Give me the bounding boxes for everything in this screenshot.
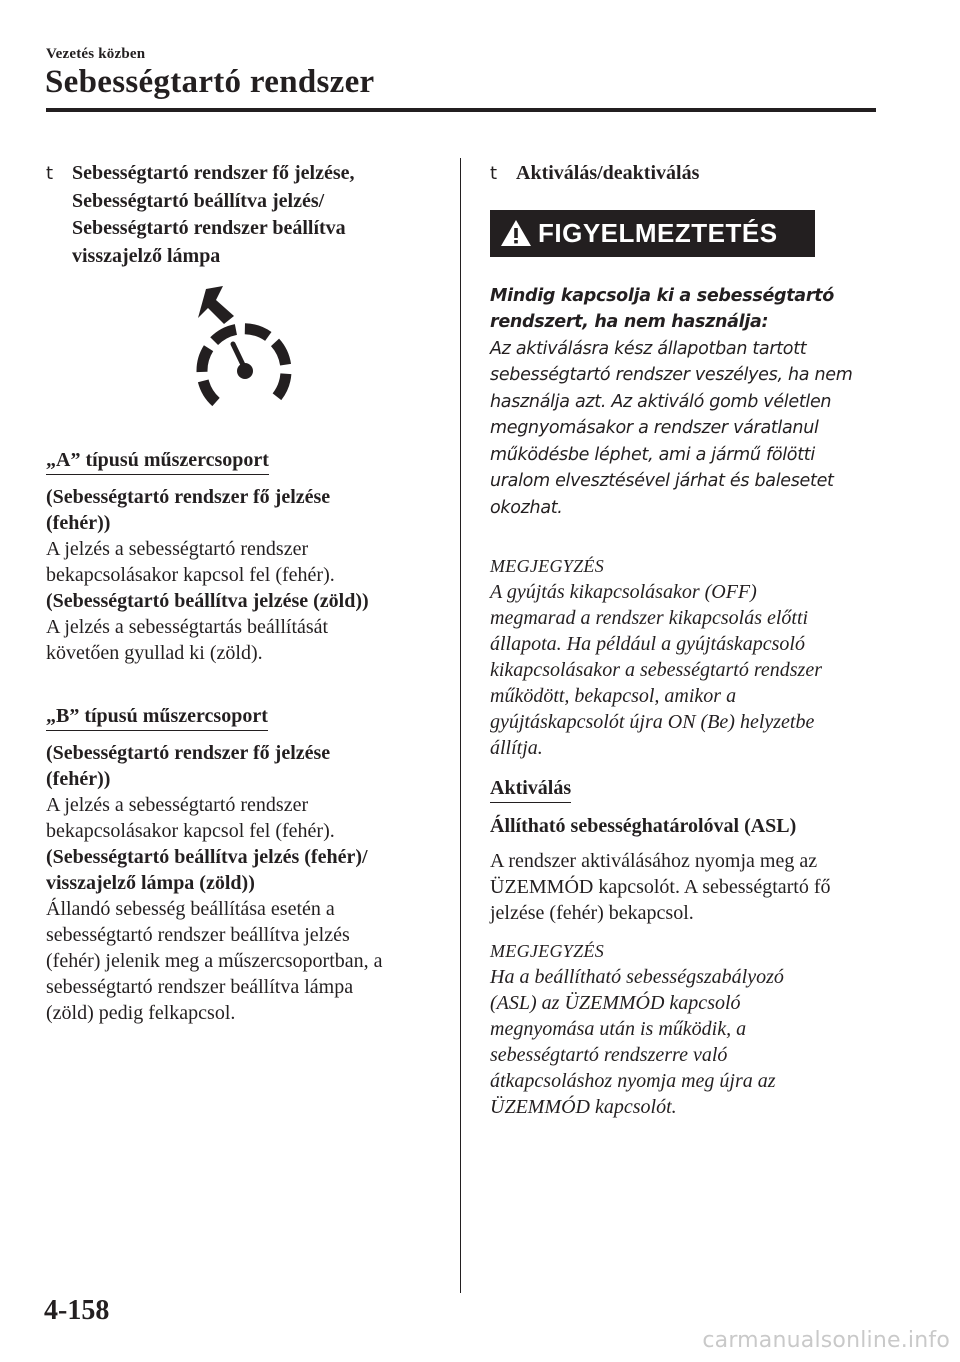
indicator-section-heading — [46, 160, 436, 270]
cluster-a-set-text — [46, 614, 436, 666]
page-number: 4-158 — [44, 1295, 110, 1326]
warning-triangle-icon — [500, 219, 532, 247]
text-line: állapota. Ha például a gyújtáskapcsoló — [490, 633, 805, 655]
text-line: A gyújtás kikapcsolásakor (OFF) — [490, 581, 757, 603]
text-line: visszajelző lámpa (zöld)) — [46, 872, 255, 894]
heading-line: Sebességtartó rendszer fő jelzése, — [72, 162, 355, 184]
text-line: (ASL) az ÜZEMMÓD kapcsoló — [490, 992, 741, 1014]
cluster-a-title: „A” típusú műszercsoport — [46, 447, 269, 475]
page-title: Sebességtartó rendszer — [45, 64, 375, 100]
text-line: (fehér) jelenik meg a műszercsoportban, a — [46, 950, 383, 972]
text-line: átkapcsoláshoz nyomja meg újra az — [490, 1070, 776, 1092]
note-1 — [490, 553, 890, 761]
text-line: sebességtartó rendszer beállítva jelzés — [46, 924, 350, 946]
text-line: (Sebességtartó beállítva jelzés (fehér)/ — [46, 846, 368, 868]
text-line: ÜZEMMÓD kapcsolót. A sebességtartó fő — [490, 876, 831, 898]
text-line: jelzése (fehér) bekapcsol. — [490, 902, 694, 924]
text-line: (Sebességtartó rendszer fő jelzése — [46, 486, 331, 508]
note-title: MEGJEGYZÉS — [490, 941, 604, 961]
text-line: sebességtartó rendszerre való — [490, 1044, 728, 1066]
section-label: Vezetés közben — [46, 46, 146, 62]
note-title: MEGJEGYZÉS — [490, 556, 604, 576]
right-column — [490, 160, 890, 1120]
text-line: rendszert, ha nem használja: — [490, 312, 769, 332]
icon-area — [46, 286, 436, 431]
note-2 — [490, 938, 890, 1120]
text-line: ÜZEMMÓD kapcsolót. — [490, 1096, 677, 1118]
text-line: A rendszer aktiválásához nyomja meg az — [490, 850, 818, 872]
text-line: A jelzés a sebességtartás beállítását — [46, 616, 329, 638]
text-line: bekapcsolásakor kapcsol fel (fehér). — [46, 820, 335, 842]
warning-banner — [490, 210, 815, 257]
text-line: Az aktiválásra kész állapotban tartott — [490, 338, 807, 359]
text-line: A jelzés a sebességtartó rendszer — [46, 794, 309, 816]
cluster-a-main-title — [46, 484, 436, 536]
warning-text — [490, 283, 890, 522]
text-line: (Sebességtartó rendszer fő jelzése — [46, 742, 331, 764]
text-line: megnyomása után is működik, a — [490, 1018, 747, 1040]
cluster-a-main-text — [46, 536, 436, 588]
asl-text — [490, 848, 890, 926]
heading-line: Sebességtartó beállítva jelzés/ — [72, 189, 325, 212]
section-bullet: t — [490, 163, 498, 184]
cluster-b-title: „B” típusú műszercsoport — [46, 703, 268, 731]
text-line: bekapcsolásakor kapcsol fel (fehér). — [46, 564, 335, 586]
column-divider — [460, 158, 461, 1293]
cluster-a-set-title: (Sebességtartó beállítva jelzése (zöld)) — [46, 590, 369, 612]
watermark: carmanualsonline.info — [702, 1328, 950, 1353]
text-line: sebességtartó rendszer beállítva lámpa — [46, 976, 354, 998]
header-rule — [46, 108, 876, 112]
text-line: megmarad a rendszer kikapcsolás előtti — [490, 607, 809, 629]
warning-label: FIGYELMEZTETÉS — [538, 217, 778, 248]
text-line: gyújtáskapcsolót újra ON (Be) helyzetbe — [490, 711, 815, 733]
text-line: Állandó sebesség beállítása esetén a — [46, 898, 335, 920]
asl-title: Állítható sebességhatárolóval (ASL) — [490, 815, 797, 837]
text-line: használja azt. Az aktiváló gomb véletlen — [490, 391, 832, 412]
text-line: A jelzés a sebességtartó rendszer — [46, 538, 309, 560]
heading-line: visszajelző lámpa — [72, 244, 221, 267]
text-line: okozhat. — [490, 497, 563, 518]
left-column — [46, 160, 436, 1026]
text-line: megnyomásakor a rendszer váratlanul — [490, 418, 819, 438]
text-line: (zöld) pedig felkapcsol. — [46, 1002, 236, 1024]
cruise-control-icon — [186, 286, 296, 411]
section-bullet: t — [46, 163, 54, 184]
cluster-b-set-title — [46, 844, 436, 896]
text-line: Ha a beállítható sebességszabályozó — [490, 966, 784, 988]
text-line: működésbe léphet, ami a jármű fölötti — [490, 444, 815, 465]
text-line: Mindig kapcsolja ki a sebességtartó — [490, 285, 834, 306]
text-line: követően gyullad ki (zöld). — [46, 642, 263, 664]
heading-line: Sebességtartó rendszer beállítva — [72, 217, 346, 239]
activation-section-heading — [490, 160, 890, 188]
cluster-b-set-text — [46, 896, 436, 1026]
text-line: kikapcsolásakor a sebességtartó rendszer — [490, 659, 822, 681]
activation-title: Aktiválás — [490, 775, 571, 803]
text-line: működött, bekapcsol, amikor a — [490, 685, 737, 707]
text-line: uralom elvesztésével járhat és balesetet — [490, 471, 834, 491]
cluster-b-main-text — [46, 792, 436, 844]
heading-line: Aktiválás/deaktiválás — [516, 162, 700, 184]
text-line: (fehér)) — [46, 512, 111, 534]
text-line: sebességtartó rendszer veszélyes, ha nem — [490, 365, 853, 385]
text-line: (fehér)) — [46, 768, 111, 790]
cluster-b-main-title — [46, 740, 436, 792]
text-line: állítja. — [490, 737, 543, 759]
